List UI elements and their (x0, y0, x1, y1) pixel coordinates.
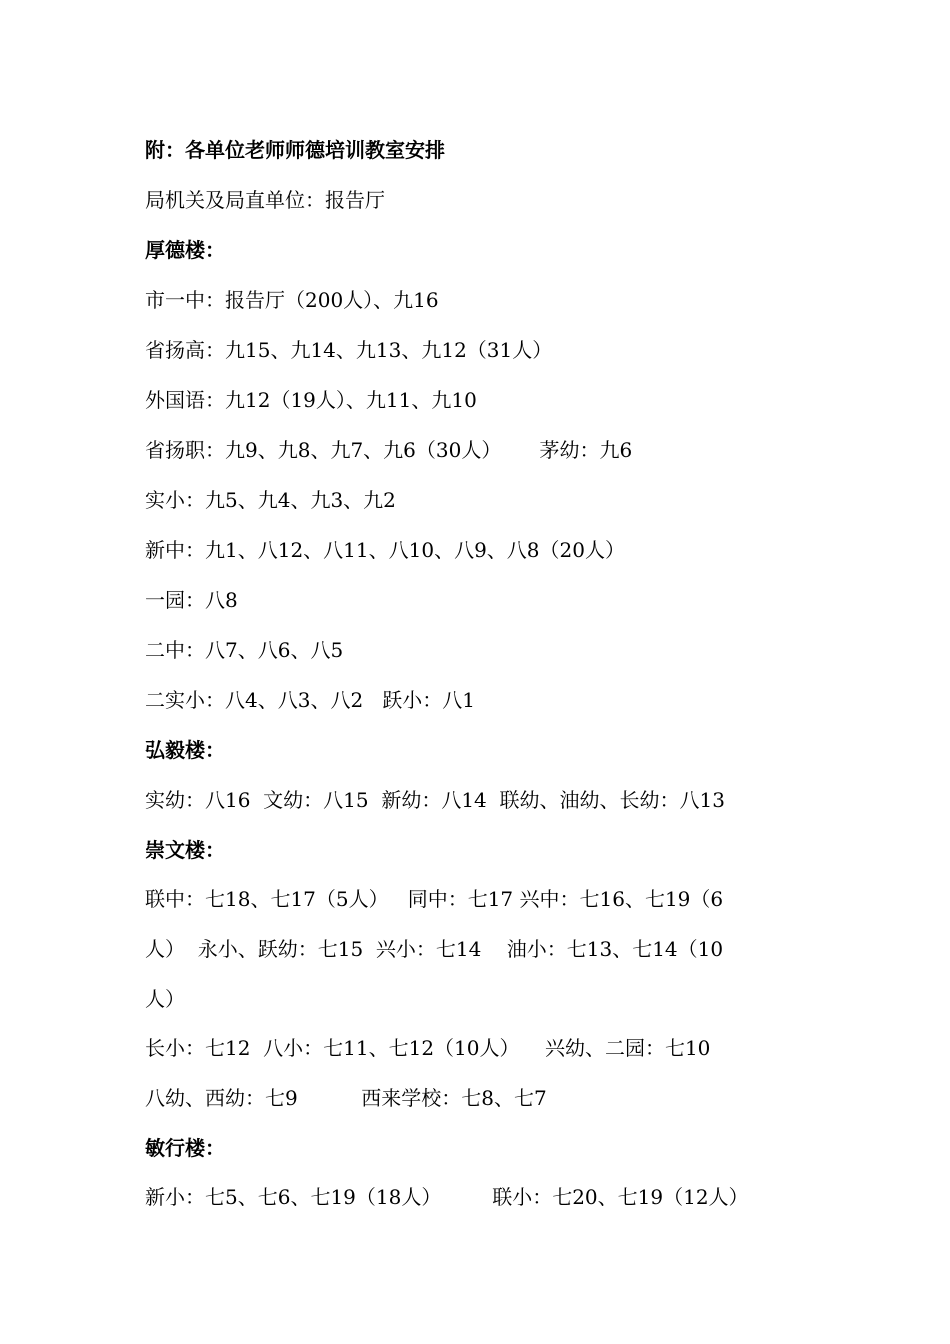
arrangement-line: 实幼：八16 文幼：八15 新幼：八14 联幼、油幼、长幼：八13 (145, 788, 725, 812)
arrangement-line: 人） 永小、跃幼：七15 兴小：七14 油小：七13、七14（10 (145, 937, 724, 961)
arrangement-line: 省扬职：九9、九8、九7、九6（30人） 茅幼：九6 (145, 438, 633, 462)
intro-line: 局机关及局直单位：报告厅 (145, 188, 385, 212)
section-heading-houde: 厚德楼： (145, 238, 225, 262)
arrangement-line: 新小：七5、七6、七19（18人） 联小：七20、七19（12人） (145, 1185, 749, 1209)
arrangement-line: 联中：七18、七17（5人） 同中：七17 兴中：七16、七19（6 (145, 887, 724, 911)
arrangement-line: 人） (145, 987, 185, 1011)
arrangement-line: 市一中：报告厅（200人）、九16 (145, 288, 439, 312)
document-title: 附：各单位老师师德培训教室安排 (145, 138, 445, 162)
section-heading-hongyi: 弘毅楼： (145, 738, 225, 762)
arrangement-line: 八幼、西幼：七9 西来学校：七8、七7 (145, 1086, 547, 1110)
arrangement-line: 省扬高：九15、九14、九13、九12（31人） (145, 338, 553, 362)
arrangement-line: 新中：九1、八12、八11、八10、八9、八8（20人） (145, 538, 625, 562)
arrangement-line: 外国语：九12（19人）、九11、九10 (145, 388, 477, 412)
arrangement-line: 二中：八7、八6、八5 (145, 638, 344, 662)
arrangement-line: 一园：八8 (145, 588, 238, 612)
arrangement-line: 长小：七12 八小：七11、七12（10人） 兴幼、二园：七10 (145, 1036, 711, 1060)
section-heading-minxing: 敏行楼： (145, 1136, 225, 1160)
arrangement-line: 二实小：八4、八3、八2 跃小：八1 (145, 688, 475, 712)
arrangement-line: 实小：九5、九4、九3、九2 (145, 488, 396, 512)
section-heading-chongwen: 崇文楼： (145, 838, 225, 862)
